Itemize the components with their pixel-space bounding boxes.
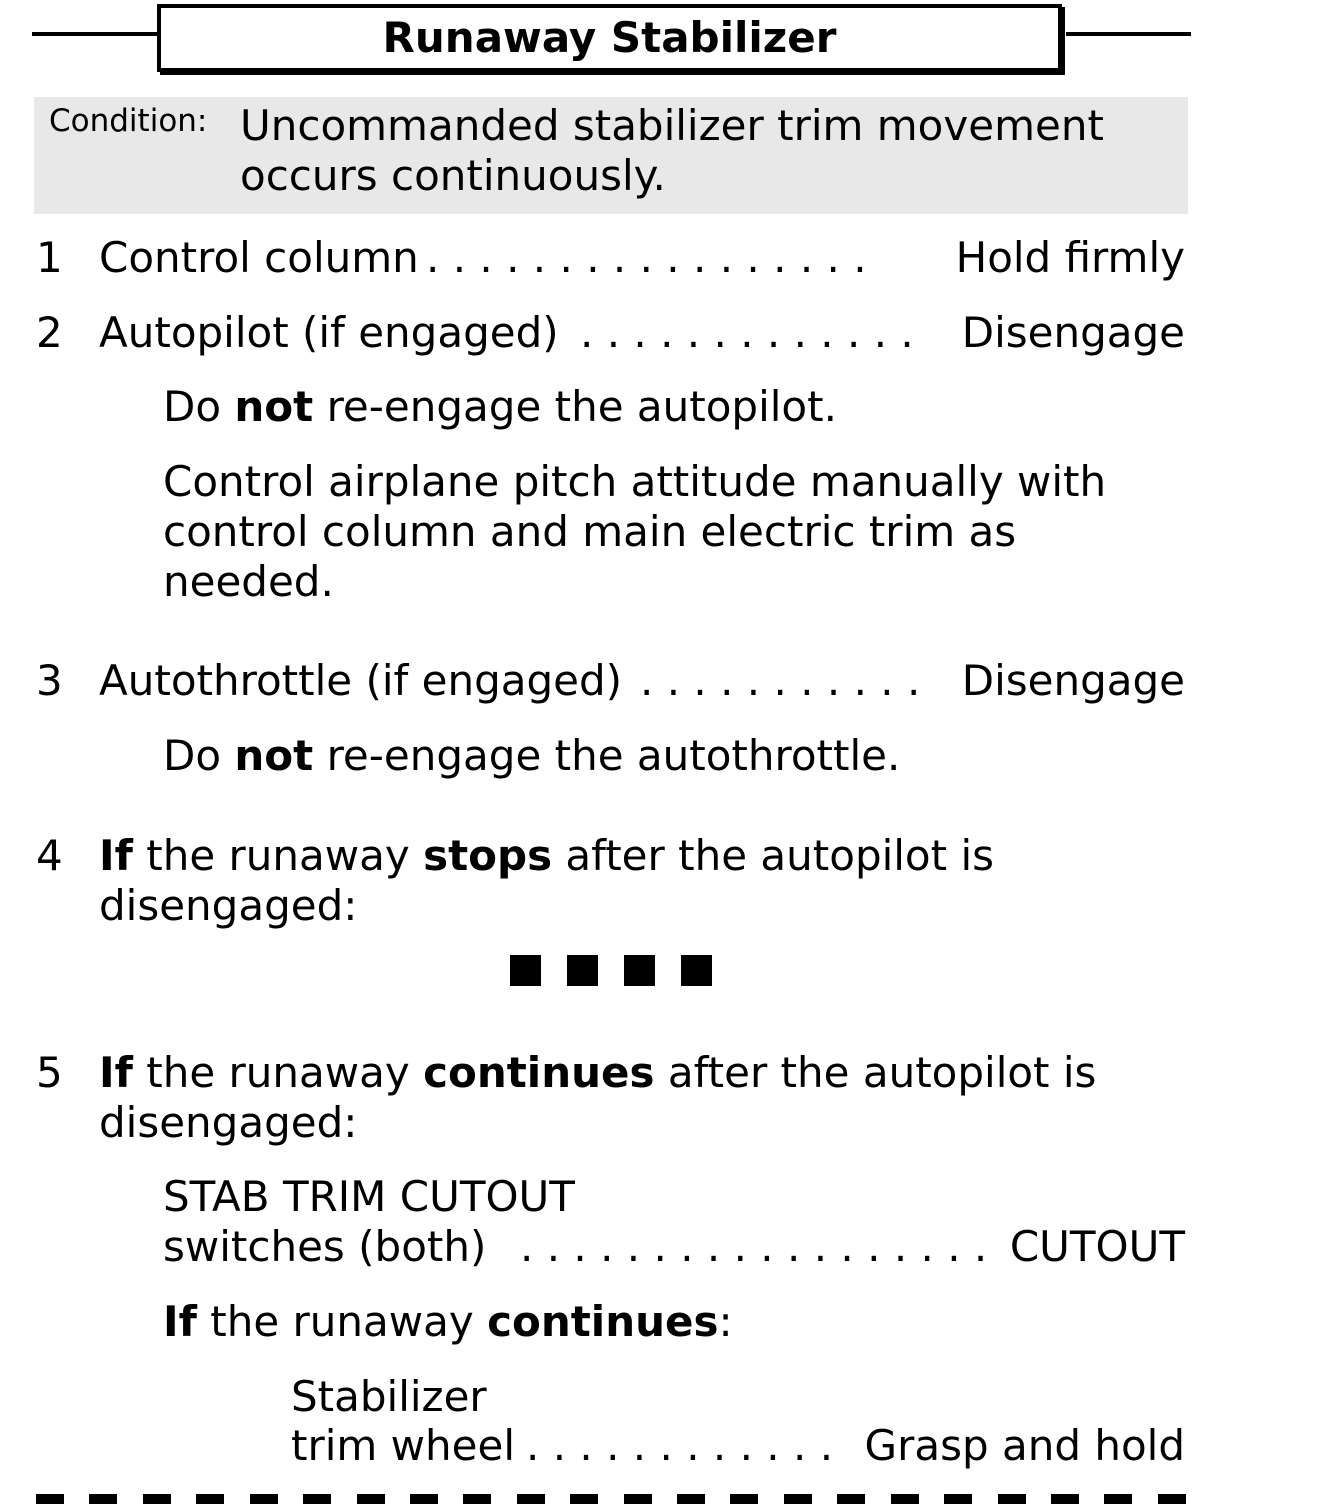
end-square bbox=[510, 955, 541, 986]
dash bbox=[1158, 1494, 1186, 1504]
dash bbox=[410, 1494, 438, 1504]
end-square bbox=[681, 955, 712, 986]
condition-label: Condition: bbox=[49, 103, 208, 139]
step-5-wheel-line2: trim wheel bbox=[291, 1421, 515, 1470]
step-5-text-line2: disengaged: bbox=[99, 1098, 358, 1147]
step-2-note-1: Do not re-engage the autopilot. bbox=[163, 382, 837, 431]
title-rule-right bbox=[1066, 32, 1191, 36]
continuation-dashed-rule bbox=[36, 1494, 1186, 1504]
step-4-text-line2: disengaged: bbox=[99, 881, 358, 930]
dash bbox=[677, 1494, 705, 1504]
step-1-number: 1 bbox=[36, 233, 63, 282]
step-5-wheel-leader-dots: . . . . . . . . . . . . bbox=[526, 1421, 834, 1470]
step-5-switch-line1: STAB TRIM CUTOUT bbox=[163, 1172, 575, 1221]
dash bbox=[944, 1494, 972, 1504]
dash bbox=[1051, 1494, 1079, 1504]
step-4-text-line1: If the runaway stops after the autopilot is bbox=[99, 831, 995, 880]
end-square bbox=[567, 955, 598, 986]
dash bbox=[624, 1494, 652, 1504]
step-2-note-2-line3: needed. bbox=[163, 557, 334, 606]
dash bbox=[89, 1494, 117, 1504]
step-1-item: Control column bbox=[99, 233, 419, 282]
dash bbox=[891, 1494, 919, 1504]
step-4-number: 4 bbox=[36, 831, 63, 880]
step-5-wheel-line1: Stabilizer bbox=[291, 1372, 487, 1421]
dash bbox=[357, 1494, 385, 1504]
dash bbox=[784, 1494, 812, 1504]
dash bbox=[463, 1494, 491, 1504]
dash bbox=[143, 1494, 171, 1504]
dash bbox=[36, 1494, 64, 1504]
step-3-action: Disengage bbox=[961, 656, 1185, 705]
dash bbox=[570, 1494, 598, 1504]
step-2-number: 2 bbox=[36, 308, 63, 357]
step-2-note-2-line1: Control airplane pitch attitude manually with bbox=[163, 457, 1107, 506]
step-3-item: Autothrottle (if engaged) bbox=[99, 656, 623, 705]
step-3-number: 3 bbox=[36, 656, 63, 705]
dash bbox=[837, 1494, 865, 1504]
step-5-number: 5 bbox=[36, 1048, 63, 1097]
dash bbox=[196, 1494, 224, 1504]
step-1-action: Hold firmly bbox=[955, 233, 1185, 282]
step-5-switch-leader-dots: . . . . . . . . . . . . . . . . . . bbox=[520, 1222, 988, 1271]
end-square bbox=[624, 955, 655, 986]
condition-text-line2: occurs continuously. bbox=[240, 151, 666, 200]
step-3-note: Do not re-engage the autothrottle. bbox=[163, 731, 901, 780]
dash bbox=[998, 1494, 1026, 1504]
condition-text-line1: Uncommanded stabilizer trim movement bbox=[240, 101, 1104, 150]
dash bbox=[303, 1494, 331, 1504]
dash bbox=[1104, 1494, 1132, 1504]
dash bbox=[730, 1494, 758, 1504]
step-5-sub-condition: If the runaway continues: bbox=[163, 1297, 733, 1346]
step-2-leader-dots: . . . . . . . . . . . . . bbox=[580, 308, 914, 357]
step-2-note-2-line2: control column and main electric trim as bbox=[163, 507, 1017, 556]
step-5-switch-line2: switches (both) bbox=[163, 1222, 487, 1271]
step-3-leader-dots: . . . . . . . . . . . bbox=[640, 656, 921, 705]
step-5-text-line1: If the runaway continues after the autopilot is bbox=[99, 1048, 1097, 1097]
step-5-wheel-action: Grasp and hold bbox=[864, 1421, 1185, 1470]
step-2-action: Disengage bbox=[961, 308, 1185, 357]
checklist-title: Runaway Stabilizer bbox=[157, 4, 1062, 72]
dash bbox=[250, 1494, 278, 1504]
end-of-checklist-squares bbox=[510, 955, 712, 986]
step-5-switch-action: CUTOUT bbox=[1009, 1222, 1185, 1271]
title-rule-left bbox=[32, 32, 160, 36]
dash bbox=[517, 1494, 545, 1504]
step-2-item: Autopilot (if engaged) bbox=[99, 308, 559, 357]
step-1-leader-dots: . . . . . . . . . . . . . . . . . bbox=[426, 233, 867, 282]
